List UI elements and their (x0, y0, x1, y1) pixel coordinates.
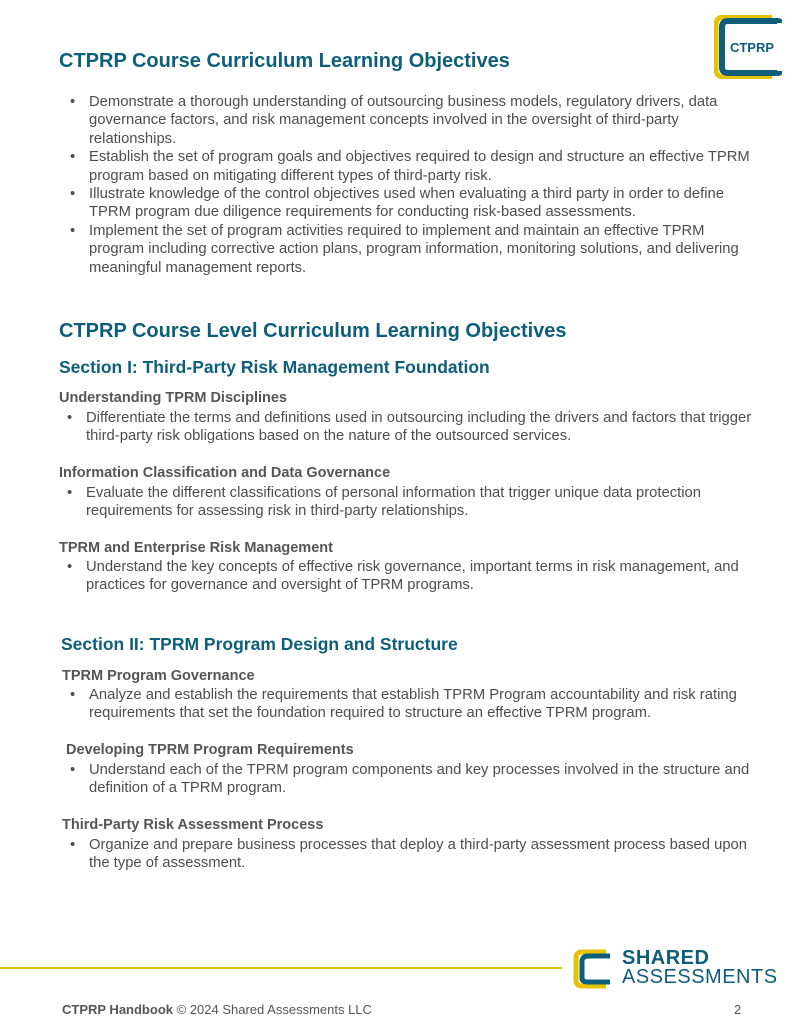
section1-topic-title: Information Classification and Data Governance (59, 465, 391, 481)
ctprp-logo (714, 15, 782, 79)
footer-handbook: CTPRP Handbook (62, 1002, 173, 1017)
section1-topic-list (59, 409, 759, 446)
section2-topic-list (59, 761, 759, 798)
list-item: • Implement the set of program activities required to implement and maintain an effective TPRM program including corrective action plans, program information, monitoring solutions, and delivering meaningful management reports. (59, 222, 759, 277)
section1-topic-title: TPRM and Enterprise Risk Management (59, 540, 333, 556)
logo-text-assessments: ASSESSMENTS (622, 966, 778, 988)
list-item: • Establish the set of program goals and objectives required to design and structure an effective TPRM program based on mitigating different types of third-party risk. (59, 148, 759, 185)
footer-divider (0, 967, 562, 969)
curriculum-objectives-list (59, 93, 759, 277)
list-item: • Understand the key concepts of effective risk governance, important terms in risk management, and practices for governance and oversight of TPRM programs. (59, 558, 759, 595)
section2-topic-title: Third-Party Risk Assessment Process (62, 817, 324, 833)
list-item: • Understand each of the TPRM program components and key processes involved in the structure and definition of a TPRM program. (59, 761, 759, 798)
footer-copyright: © 2024 Shared Assessments LLC (176, 1002, 372, 1017)
section2-topic-title: Developing TPRM Program Requirements (66, 742, 354, 758)
section2-topic-list (59, 836, 759, 873)
shared-assessments-mark-icon (572, 948, 614, 990)
section1-title: Section I: Third-Party Risk Management Foundation (59, 357, 490, 377)
section2-topic-title: TPRM Program Governance (62, 668, 255, 684)
course-level-heading: CTPRP Course Level Curriculum Learning Objectives (59, 320, 567, 342)
list-item: • Differentiate the terms and definitions used in outsourcing including the drivers and factors that trigger third-party risk obligations based on the nature of the outsourced services. (59, 409, 759, 446)
list-item: • Organize and prepare business processes that deploy a third-party assessment process based upon the type of assessment. (59, 836, 759, 873)
list-item: • Illustrate knowledge of the control objectives used when evaluating a third party in order to define TPRM program due diligence requirements for conducting risk-based assessments. (59, 185, 759, 222)
list-item: • Demonstrate a thorough understanding of outsourcing business models, regulatory drivers, data governance factors, and risk management concepts involved in the oversight of third-party relationships. (59, 93, 759, 148)
curriculum-heading: CTPRP Course Curriculum Learning Objectives (59, 50, 510, 72)
section1-topic-title: Understanding TPRM Disciplines (59, 390, 287, 406)
section2-topic-list (59, 686, 759, 723)
list-item: • Evaluate the different classifications of personal information that trigger unique data protection requirements for assessing risk in third-party relationships. (59, 484, 759, 521)
section2-title: Section II: TPRM Program Design and Structure (61, 634, 458, 654)
footer-text (62, 1002, 372, 1017)
list-item: • Analyze and establish the requirements that establish TPRM Program accountability and risk rating requirements that set the foundation required to structure an effective TPRM program. (59, 686, 759, 723)
page-number: 2 (734, 1002, 742, 1017)
section1-topic-list (59, 484, 759, 521)
shared-assessments-logo (572, 948, 777, 990)
ctprp-logo-text: CTPRP (729, 40, 775, 55)
logo-text-shared: SHARED (622, 947, 710, 969)
section1-topic-list (59, 558, 759, 595)
